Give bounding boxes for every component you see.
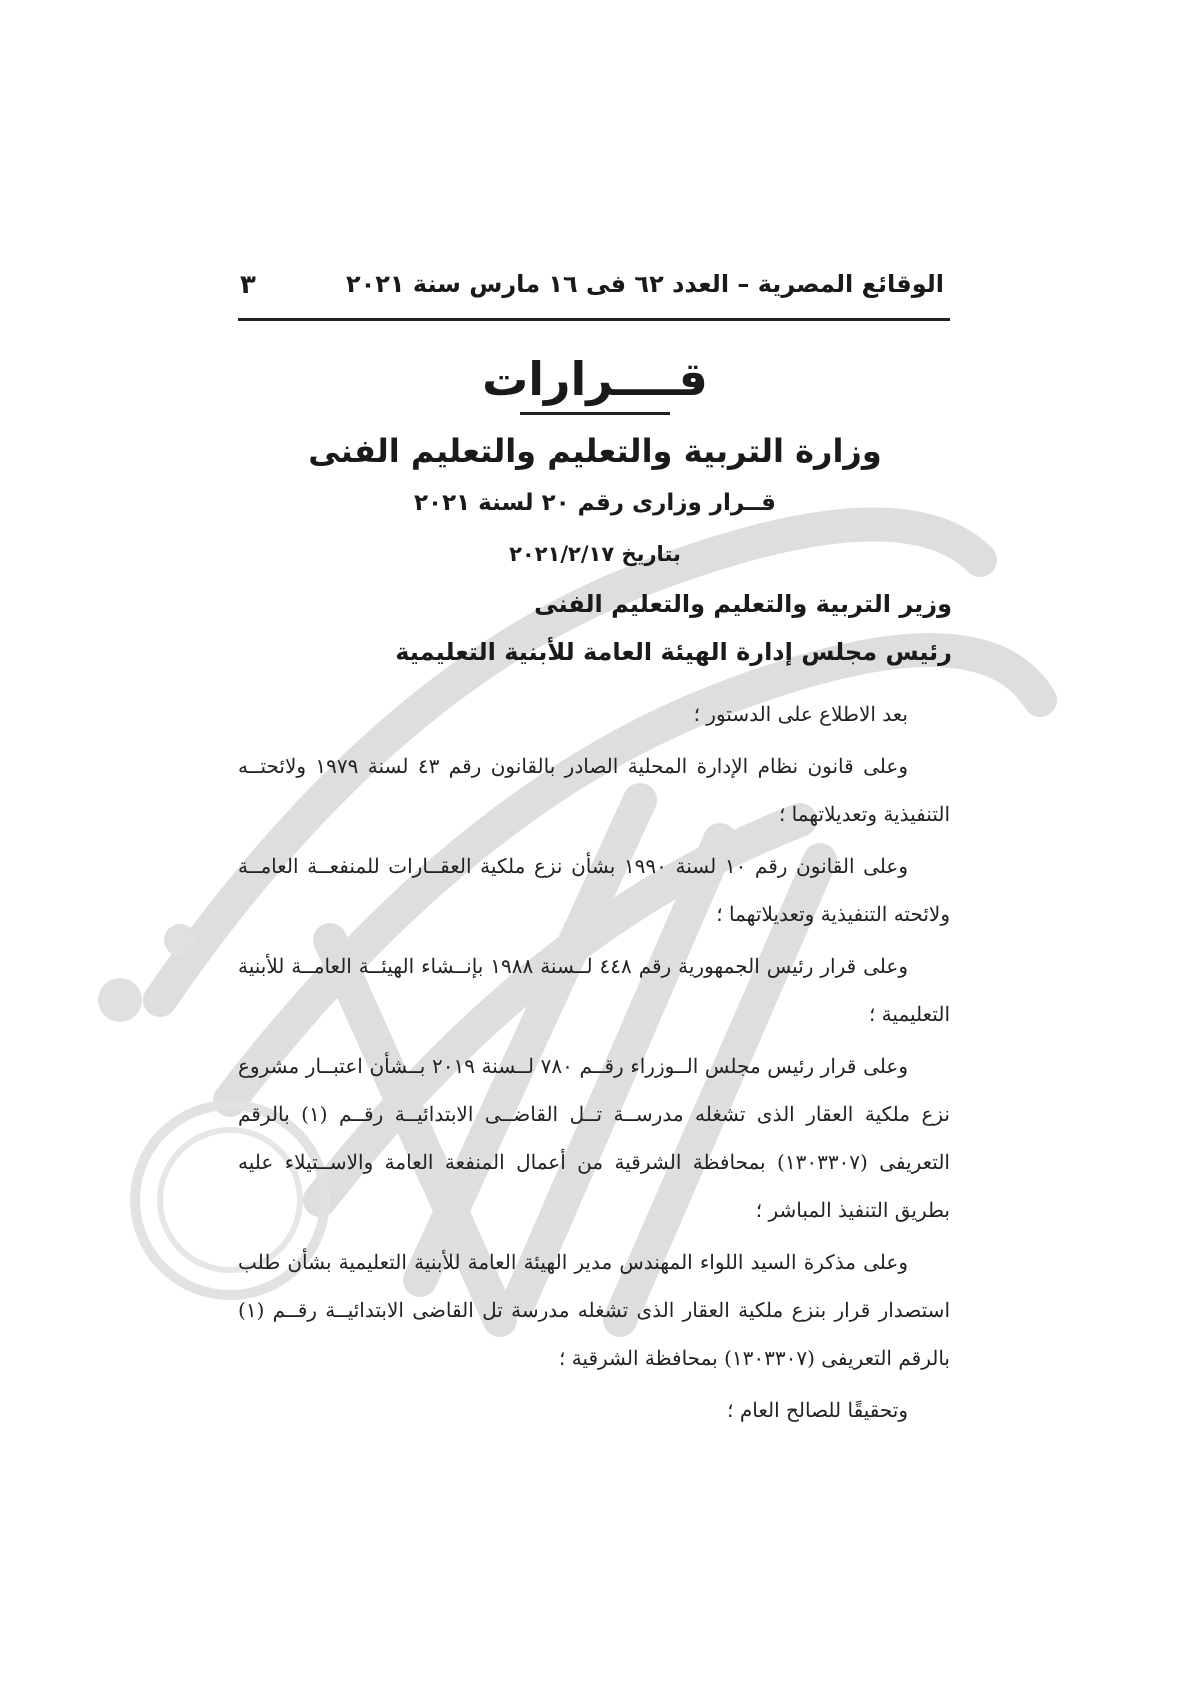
section-title: قــــرارات <box>482 352 708 406</box>
preamble-paragraph: وعلى القانون رقم ١٠ لسنة ١٩٩٠ بشأن نزع ملكية العقــارات للمنفعــة العامــة ولائحته التنفيذية وتعديلاتهما ؛ <box>238 854 950 926</box>
title-underline <box>520 412 670 415</box>
decree-date: بتاريخ ٢٠٢١/٢/١٧ <box>509 542 681 566</box>
ministry-heading: وزارة التربية والتعليم والتعليم الفنى <box>308 432 882 470</box>
preamble-paragraph: وعلى قرار رئيس الجمهورية رقم ٤٤٨ لــسنة ١٩٨٨ بإنــشاء الهيئــة العامــة للأبنية التعليمية ؛ <box>238 954 950 1026</box>
issuer-title: وزير التربية والتعليم والتعليم الفنى <box>534 590 952 618</box>
page-number: ٣ <box>240 270 256 300</box>
running-header <box>238 270 950 321</box>
issuer-subtitle: رئيس مجلس إدارة الهيئة العامة للأبنية التعليمية <box>395 638 952 666</box>
preamble-paragraph: بعد الاطلاع على الدستور ؛ <box>693 702 908 726</box>
decree-preamble <box>238 690 950 1438</box>
running-title: الوقائع المصرية – العدد ٦٢ فى ١٦ مارس سنة ٢٠٢١ <box>345 270 944 298</box>
preamble-paragraph: وعلى قرار رئيس مجلس الــوزراء رقــم ٧٨٠ لــسنة ٢٠١٩ بــشأن اعتبــار مشروع نزع ملكية العقار الذى تشغله مدرســة تــل القاضــى الابتدائيــة رقــم (١) بالرقم التعريفى (١٣٠٣٣٠٧) بمحافظة الشرقية من أعمال المنفعة العامة والاســتيلاء عليه بطريق التنفيذ المباشر ؛ <box>238 1054 951 1222</box>
preamble-paragraph: وعلى مذكرة السيد اللواء المهندس مدير الهيئة العامة للأبنية التعليمية بشأن طلب استصدار قرار بنزع ملكية العقار الذى تشغله مدرسة تل القاضى الابتدائيــة رقــم (١) بالرقم التعريفى (١٣٠٣٣٠٧) بمحافظة الشرقية ؛ <box>238 1250 950 1370</box>
preamble-paragraph: وتحقيقًا للصالح العام ؛ <box>727 1398 908 1422</box>
preamble-paragraph: وعلى قانون نظام الإدارة المحلية الصادر بالقانون رقم ٤٣ لسنة ١٩٧٩ ولائحتــه التنفيذية وتعديلاتهما ؛ <box>238 754 950 826</box>
decree-number: قــرار وزارى رقم ٢٠ لسنة ٢٠٢١ <box>414 490 776 516</box>
